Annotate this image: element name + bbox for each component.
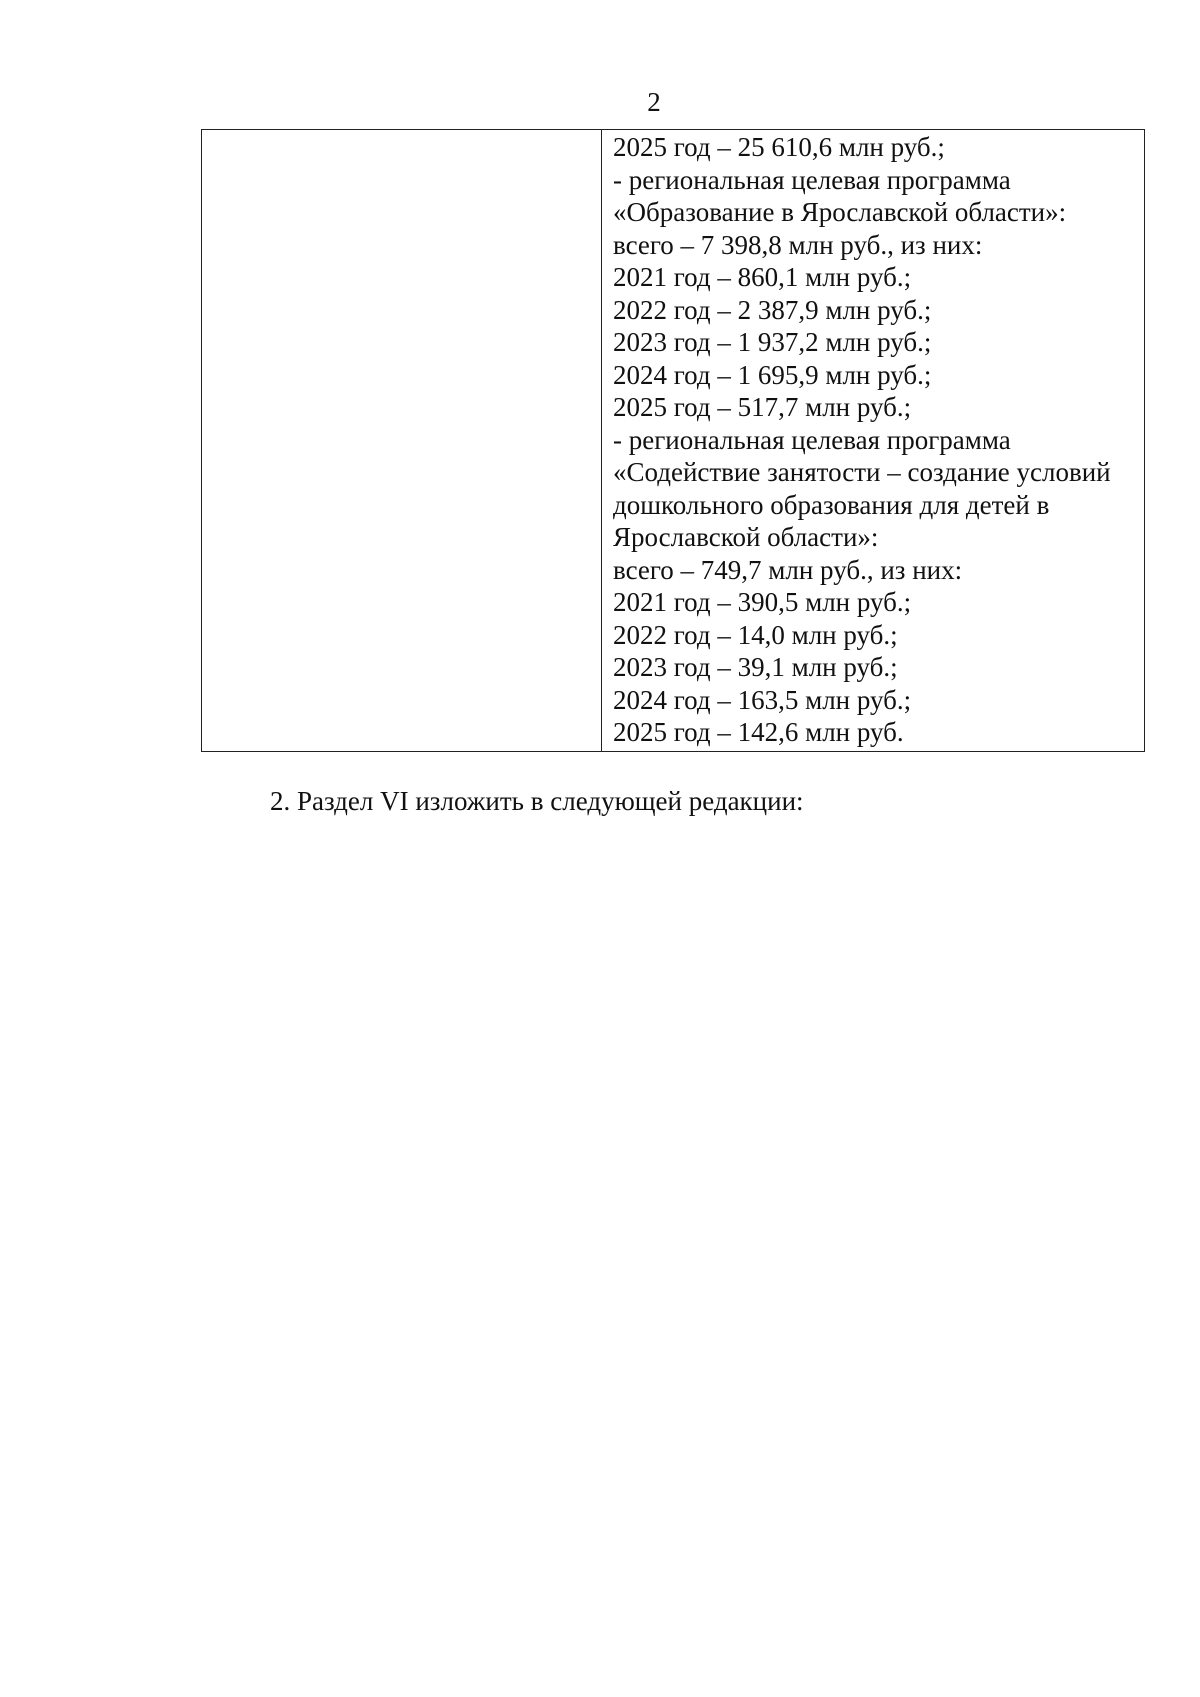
table-line: 2023 год – 1 937,2 млн руб.; <box>613 327 932 357</box>
table-line: «Содействие занятости – создание условий <box>613 457 1111 487</box>
table-line: всего – 7 398,8 млн руб., из них: <box>613 229 983 260</box>
table-line: 2025 год – 142,6 млн руб. <box>613 717 904 747</box>
table-line: 2024 год – 1 695,9 млн руб.; <box>613 359 932 390</box>
page-number: 2 <box>647 87 661 117</box>
table-line: «Образование в Ярославской области»: <box>613 197 1067 227</box>
table-cell-right <box>602 130 1144 751</box>
table-line: всего – 749,7 млн руб., из них: <box>613 554 963 585</box>
table-line: Ярославской области»: <box>613 522 879 552</box>
paragraph-section-vi: 2. Раздел VI изложить в следующей редакции: <box>270 786 804 816</box>
table-line: 2025 год – 517,7 млн руб.; <box>613 392 912 422</box>
table-line: дошкольного образования для детей в <box>613 489 1050 520</box>
table-line: 2022 год – 14,0 млн руб.; <box>613 619 898 650</box>
table-line: 2025 год – 25 610,6 млн руб.; <box>613 132 945 162</box>
table-line: 2022 год – 2 387,9 млн руб.; <box>613 294 932 325</box>
table-line: 2021 год – 390,5 млн руб.; <box>613 587 912 617</box>
table-line: - региональная целевая программа <box>613 424 1011 455</box>
table-line: 2023 год – 39,1 млн руб.; <box>613 652 898 682</box>
table-line: 2021 год – 860,1 млн руб.; <box>613 262 912 292</box>
table-line: 2024 год – 163,5 млн руб.; <box>613 684 912 715</box>
funding-table <box>201 129 1145 752</box>
table-line: - региональная целевая программа <box>613 164 1011 195</box>
table-cell-left <box>202 130 602 751</box>
